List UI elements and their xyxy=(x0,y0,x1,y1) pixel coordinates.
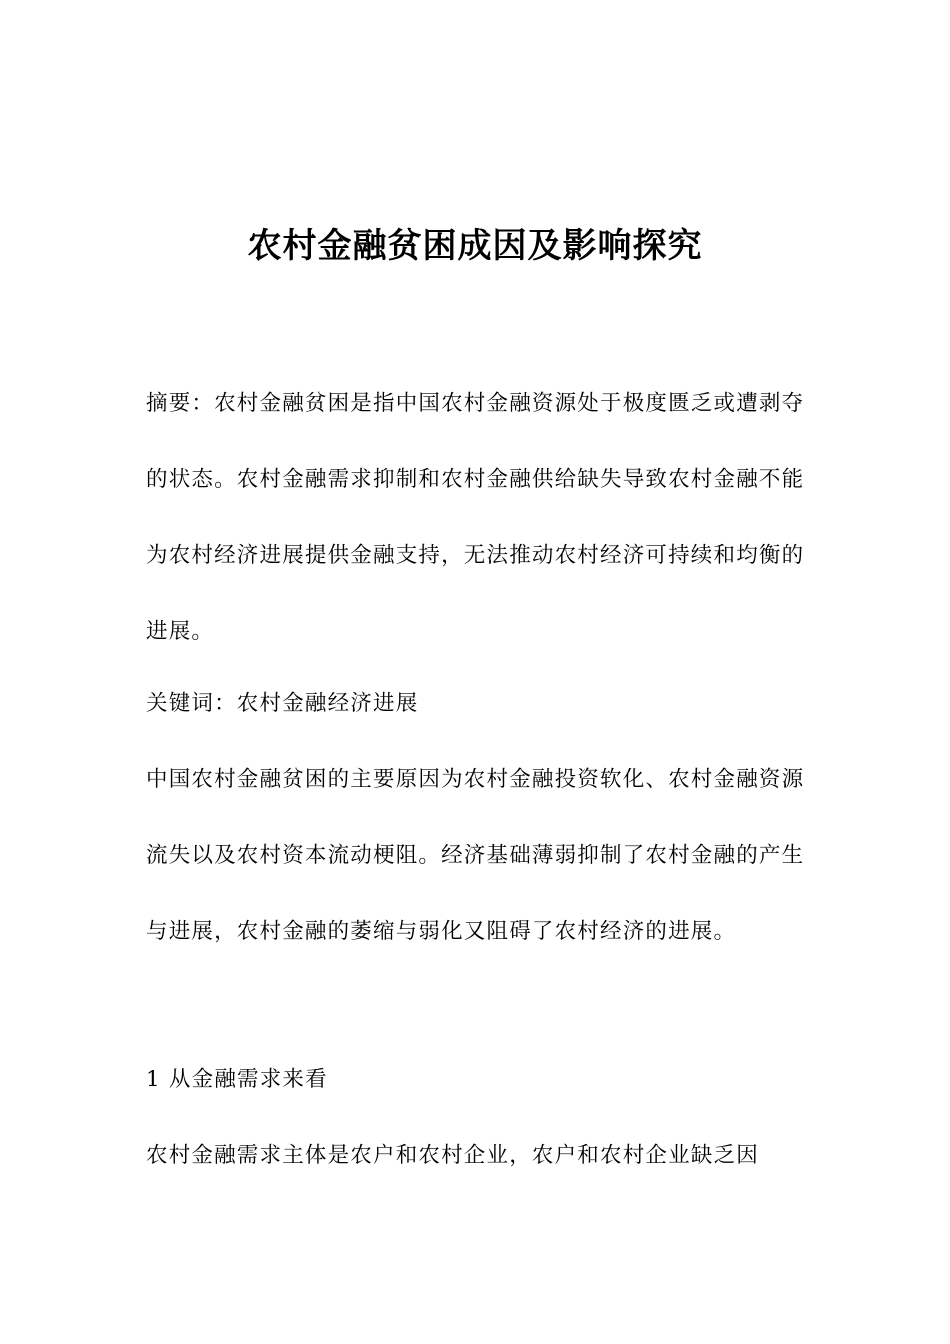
demand-paragraph: 农村金融需求主体是农户和农村企业，农户和农村企业缺乏因 xyxy=(146,1143,759,1168)
document-title: 农村金融贫困成因及影响探究 xyxy=(247,226,703,266)
abstract-paragraph: 摘要：农村金融贫困是指中国农村金融资源处于极度匮乏或遭剥夺的状态。农村金融需求抑制和农村金融供给缺失导致农村金融不能为农村经济进展提供金融支持，无法推动农村经济可持续和均衡的进展。 xyxy=(146,391,805,644)
keywords-paragraph: 关键词：农村金融经济进展 xyxy=(146,691,419,716)
section-heading: 1 从金融需求来看 xyxy=(146,1067,328,1092)
cause-paragraph: 中国农村金融贫困的主要原因为农村金融投资软化、农村金融资源流失以及农村资本流动梗阻。经济基础薄弱抑制了农村金融的产生与进展，农村金融的萎缩与弱化又阻碍了农村经济的进展。 xyxy=(146,767,805,944)
